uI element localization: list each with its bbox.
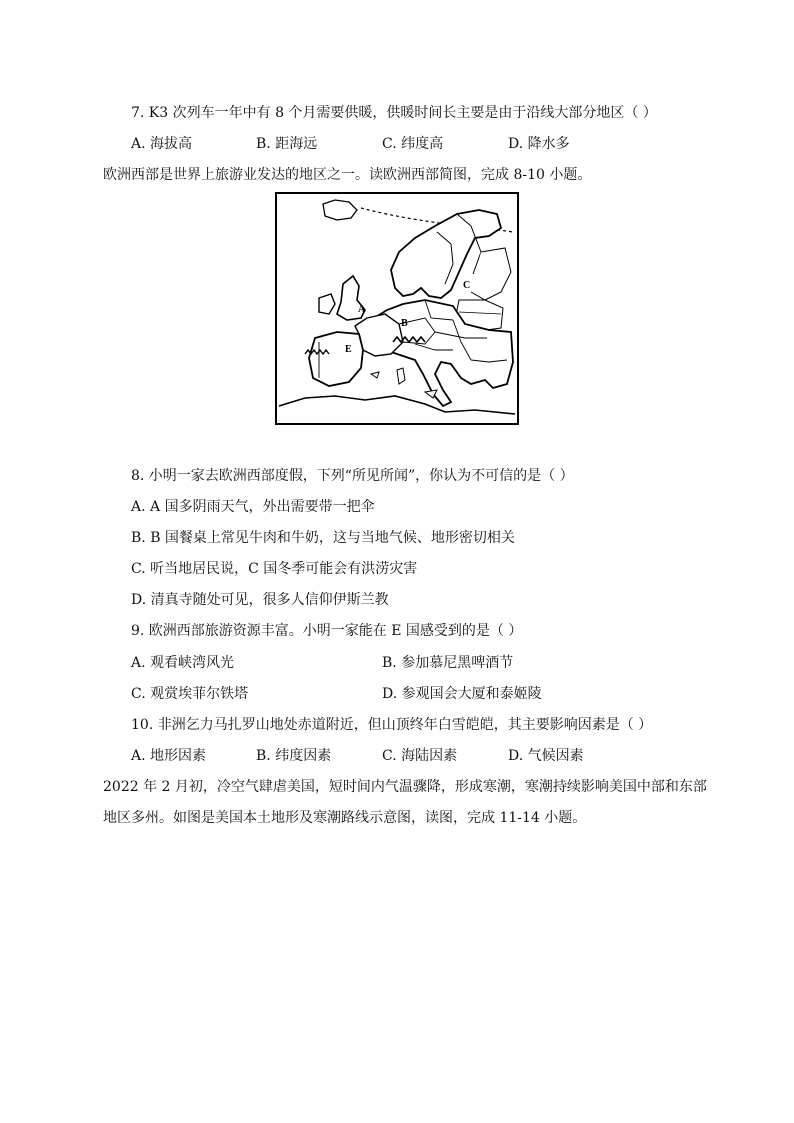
map-label-c: C (463, 280, 471, 291)
question-8-option-c: C. 听当地居民说，C 国冬季可能会有洪涝灾害 (131, 561, 418, 577)
question-10-option-a: A. 地形因素 (131, 748, 207, 764)
question-8-option-a: A. A 国多阴雨天气，外出需要带一把伞 (131, 499, 375, 515)
question-9-option-b: B. 参加慕尼黑啤酒节 (382, 655, 514, 671)
question-8-option-b: B. B 国餐桌上常见牛肉和牛奶，这与当地气候、地形密切相关 (131, 530, 515, 546)
section-intro-us-line-2: 地区多州。如图是美国本土地形及寒潮路线示意图，读图，完成 11-14 小题。 (103, 810, 587, 826)
europe-map (275, 192, 519, 425)
question-9-option-d: D. 参观国会大厦和泰姬陵 (382, 686, 542, 702)
question-9-stem: 9. 欧洲西部旅游资源丰富。小明一家能在 E 国感受到的是（ ） (131, 623, 523, 639)
question-7-option-d: D. 降水多 (508, 136, 570, 152)
section-intro-europe: 欧洲西部是世界上旅游业发达的地区之一。读欧洲西部简图，完成 8-10 小题。 (103, 167, 592, 183)
question-8-stem: 8. 小明一家去欧洲西部度假，下列“所见所闻”，你认为不可信的是（ ） (131, 468, 574, 484)
question-9-option-a: A. 观看峡湾风光 (131, 655, 235, 671)
question-7-option-a: A. 海拔高 (131, 136, 193, 152)
question-7-stem: 7. K3 次列车一年中有 8 个月需要供暖，供暖时间长主要是由于沿线大部分地区（ ） (131, 105, 657, 121)
question-7-option-b: B. 距海远 (256, 136, 318, 152)
question-10-option-d: D. 气候因素 (508, 748, 584, 764)
question-10-option-b: B. 纬度因素 (256, 748, 332, 764)
map-label-b: B (401, 318, 408, 329)
map-label-a: A (358, 304, 366, 315)
section-intro-us-line-1: 2022 年 2 月初，冷空气肆虐美国，短时间内气温骤降，形成寒潮，寒潮持续影响美国中部和东部 (103, 779, 707, 795)
question-10-stem: 10. 非洲乞力马扎罗山地处赤道附近，但山顶终年白雪皑皑，其主要影响因素是（ ） (131, 717, 653, 733)
question-8-option-d: D. 清真寺随处可见，很多人信仰伊斯兰教 (131, 592, 389, 608)
question-7-option-c: C. 纬度高 (382, 136, 444, 152)
question-9-option-c: C. 观赏埃菲尔铁塔 (131, 686, 249, 702)
question-10-option-c: C. 海陆因素 (382, 748, 458, 764)
map-label-e: E (345, 344, 352, 355)
